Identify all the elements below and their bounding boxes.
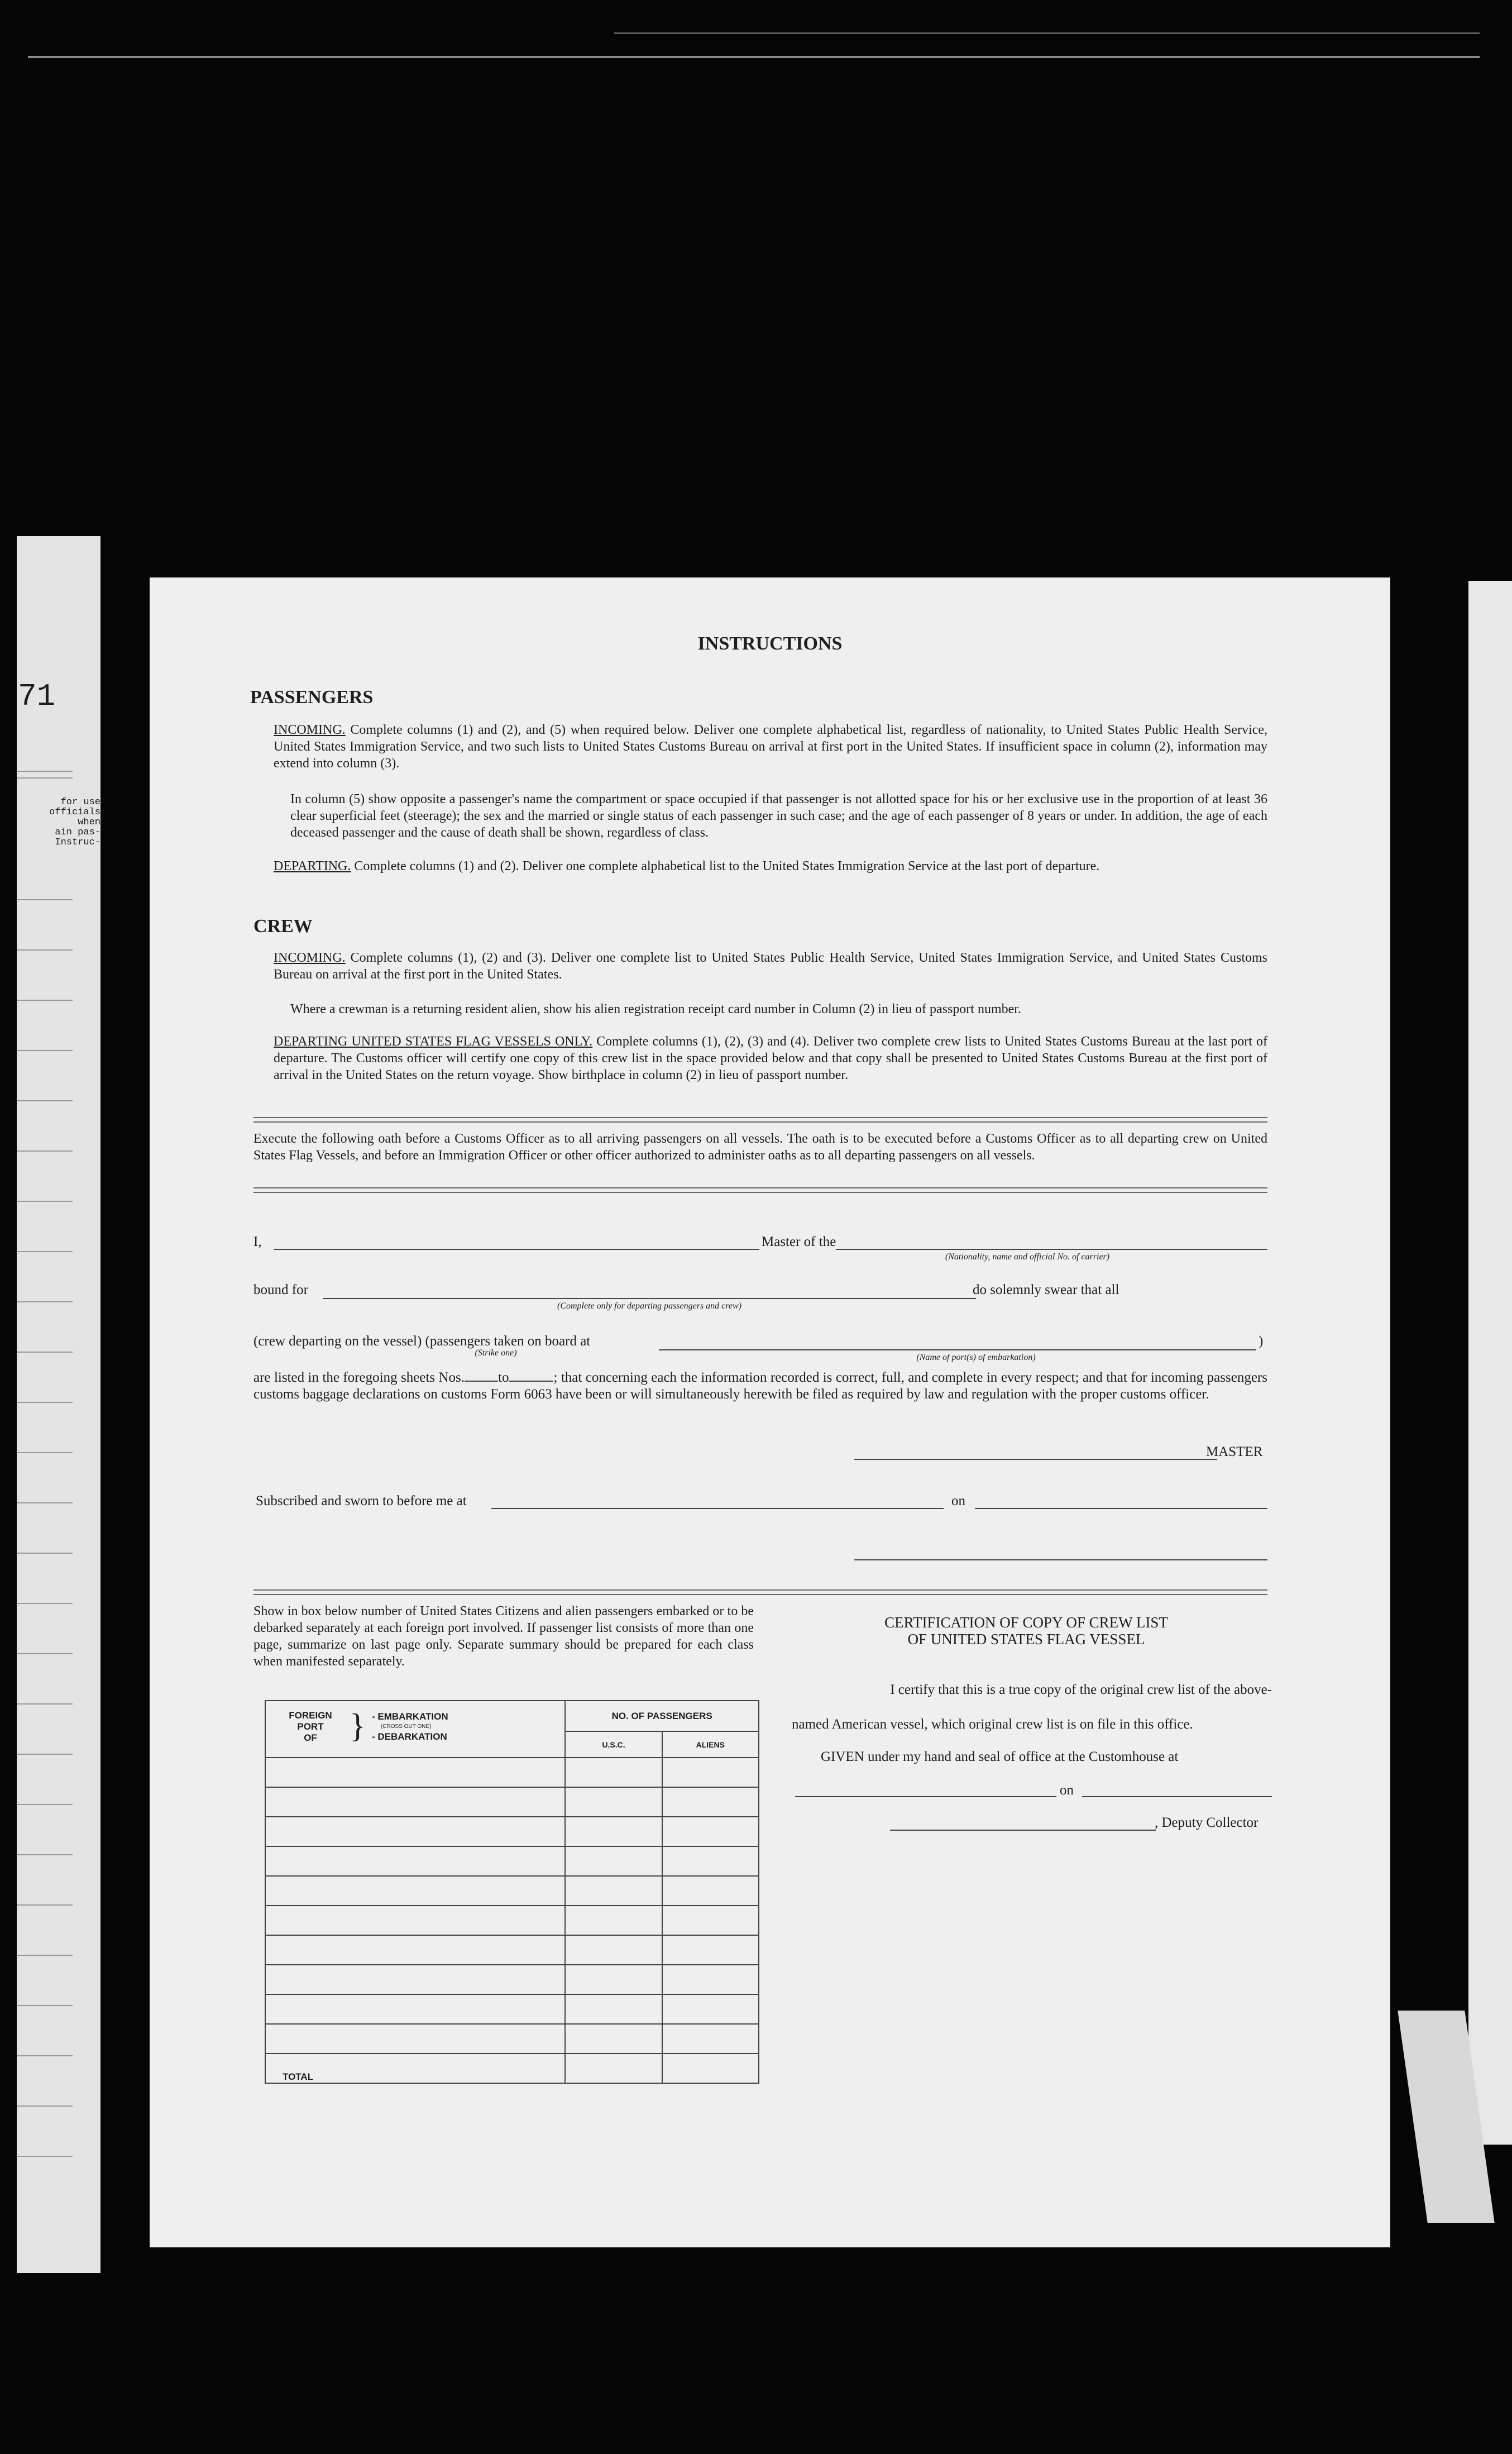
port-header-cell [265, 1701, 565, 1758]
port-cell[interactable] [265, 1846, 565, 1876]
oath-instructions: Execute the following oath before a Customs Officer as to all arriving passengers on all vessels. The oath is to be executed before a Customs Officer as to all departing crew on United States Flag Vessels, and before an Immigration Officer or other officer authorized to administer oaths as to all departing passengers on all vessels. [253, 1131, 1267, 1163]
usc-header: U.S.C. [565, 1731, 662, 1758]
listed-paragraph [253, 1369, 1267, 1403]
port-cell[interactable] [265, 1994, 565, 2024]
aliens-cell[interactable] [662, 2024, 759, 2054]
sheet-from-field[interactable] [465, 1381, 498, 1382]
aliens-cell[interactable] [662, 1965, 759, 1994]
adjacent-page-right [1468, 581, 1512, 2145]
subscribed-text: Subscribed and sworn to before me at [256, 1493, 467, 1508]
double-rule [253, 1589, 1267, 1595]
listed-text-b: ; that concerning each the information recorded is correct, full, and complete in every respect; and that for incoming passengers customs baggage declarations on customs Form 6063 have been or will simultaneously herewith be filed as required by law and regulation with the proper customs officer. [253, 1370, 1267, 1402]
page-title: INSTRUCTIONS [697, 633, 843, 654]
port-cell[interactable] [265, 1758, 565, 1787]
rule [17, 777, 73, 779]
total-row [265, 2054, 759, 2083]
port-cell[interactable] [265, 1965, 565, 1994]
port-cell[interactable] [265, 1787, 565, 1817]
usc-cell[interactable] [565, 2024, 662, 2054]
on-label: on [951, 1493, 965, 1508]
master-of-the: Master of the [759, 1234, 836, 1250]
table-row [265, 1994, 759, 2024]
incoming-label: INCOMING. [274, 951, 346, 965]
departing-text: Complete columns (1) and (2). Deliver one complete alphabetical list to the United States Immigration Service at the last port of departure. [354, 859, 1100, 873]
summary-instructions: Show in box below number of United States Citizens and alien passengers embarked or to be debarked separately at each foreign port involved. If passenger list consists of more than one page, summarize on last page only. Separate summary should be prepared for each class when manifested separately. [253, 1604, 754, 1669]
sworn-date-line[interactable] [975, 1508, 1267, 1509]
aliens-cell[interactable] [662, 1876, 759, 1906]
port-cell[interactable] [265, 1935, 565, 1965]
table-row [265, 1906, 759, 1935]
incoming-text: Complete columns (1), (2) and (3). Deliver one complete list to United States Public Health Service, United States Immigration Service, and United States Customs Bureau on arrival at the first port in the United States. [274, 951, 1268, 982]
solemnly-swear: do solemnly swear that all [973, 1282, 1119, 1297]
page-number: 71 [18, 679, 56, 714]
double-rule [253, 1187, 1267, 1193]
embarkation-label: - EMBARKATION [372, 1711, 448, 1722]
crewman-paragraph: Where a crewman is a returning resident alien, show his alien registration receipt card number in Column (2) in lieu of passport number. [290, 1002, 1021, 1016]
cross-out-label: (CROSS OUT ONE) [381, 1723, 432, 1730]
crew-incoming [274, 949, 1267, 983]
given-line: GIVEN under my hand and seal of office at the Customhouse at [821, 1749, 1179, 1764]
aliens-cell[interactable] [662, 1758, 759, 1787]
table-row [265, 1817, 759, 1846]
deputy-collector-label: , Deputy Collector [1155, 1815, 1259, 1830]
departing-label: DEPARTING. [274, 859, 351, 873]
usc-cell[interactable] [565, 1758, 662, 1787]
cert-date-line[interactable] [1082, 1796, 1272, 1797]
table-row [265, 1758, 759, 1787]
aliens-cell[interactable] [662, 1787, 759, 1817]
deputy-signature-line[interactable] [890, 1830, 1156, 1831]
crew-departing [274, 1033, 1267, 1083]
aliens-cell[interactable] [662, 1994, 759, 2024]
total-label: TOTAL [265, 2054, 565, 2083]
brace: } [350, 1707, 366, 1744]
aliens-header: ALIENS [662, 1731, 759, 1758]
usc-cell[interactable] [565, 1787, 662, 1817]
crew-departing-text: (crew departing on the vessel) (passengers taken on board at [253, 1334, 591, 1349]
table-row [265, 1846, 759, 1876]
certification-title-line2: OF UNITED STATES FLAG VESSEL [907, 1631, 1145, 1648]
port-cell[interactable] [265, 1876, 565, 1906]
bound-for: bound for [253, 1282, 308, 1297]
ports-caption: (Name of port(s) of embarkation) [916, 1353, 1036, 1362]
film-edge-line [28, 56, 1480, 58]
aliens-cell[interactable] [662, 1906, 759, 1935]
sheet-to-field[interactable] [509, 1381, 553, 1382]
rule [17, 771, 73, 772]
usc-cell[interactable] [565, 1846, 662, 1876]
adjacent-page-left [17, 536, 101, 2273]
usc-cell[interactable] [565, 1965, 662, 1994]
passengers-departing [274, 858, 1267, 875]
port-cell[interactable] [265, 1817, 565, 1846]
table-row [265, 1965, 759, 1994]
no-passengers-header: NO. OF PASSENGERS [565, 1701, 759, 1731]
carrier-line[interactable] [854, 1249, 1267, 1250]
port-cell[interactable] [265, 1906, 565, 1935]
certify-line-b: named American vessel, which original crew list is on file in this office. [792, 1717, 1193, 1732]
to-label: to [498, 1370, 509, 1385]
column5-paragraph: In column (5) show opposite a passenger's name the compartment or space occupied if that passenger is not allotted space for his or her exclusive use in the proportion of at least 36 clear superficial feet (steerage); the sex and the married or single status of each passenger in such case; and the age of each passenger of 8 years or under. In addition, the age of each deceased passenger and the cause of death shall be shown, regardless of class. [290, 792, 1267, 840]
passenger-summary-table [265, 1700, 759, 2084]
embarkation-port-line[interactable] [659, 1349, 1256, 1350]
certification-title-line1: CERTIFICATION OF COPY OF CREW LIST [884, 1614, 1168, 1631]
table-row [265, 2024, 759, 2054]
table-row [265, 1876, 759, 1906]
customhouse-line[interactable] [795, 1796, 1056, 1797]
usc-cell[interactable] [565, 1817, 662, 1846]
bound-for-line[interactable] [323, 1298, 976, 1299]
complete-caption: (Complete only for departing passengers and crew) [557, 1301, 742, 1311]
aliens-cell[interactable] [662, 1846, 759, 1876]
close-paren: ) [1259, 1334, 1264, 1349]
crew-heading: CREW [253, 916, 313, 937]
strike-caption: (Strike one) [475, 1348, 517, 1358]
usc-cell[interactable] [565, 1876, 662, 1906]
departing-text: Complete columns (1), (2), (3) and (4). Deliver two complete crew lists to United States Customs Bureau at the last port of departure. The Customs officer will certify one copy of this crew list in the space provided below and that copy shall be presented to United States Customs Bureau at the first port of arrival in the United States on the return voyage. Show birthplace in column (2) in lieu of passport number. [274, 1034, 1268, 1082]
incoming-text: Complete columns (1) and (2), and (5) when required below. Deliver one complete alphabetical list, regardless of nationality, to United States Public Health Service, United States Immigration Service, and two such lists to United States Customs Bureau on arrival at first port in the United States. If insufficient space in column (2), information may extend into column (3). [274, 723, 1268, 771]
usc-cell[interactable] [565, 1994, 662, 2024]
usc-total-cell[interactable] [565, 2054, 662, 2083]
form-sheet [150, 577, 1390, 2247]
passengers-incoming [274, 722, 1267, 772]
double-rule [253, 1117, 1267, 1123]
film-edge-line [614, 32, 1480, 34]
table-row [265, 1935, 759, 1965]
aliens-cell[interactable] [662, 1935, 759, 1965]
master-signature-line[interactable] [854, 1459, 1217, 1460]
certify-line-a: I certify that this is a true copy of the original crew list of the above- [890, 1682, 1272, 1697]
officer-signature-line[interactable] [854, 1559, 1267, 1560]
departing-label: DEPARTING UNITED STATES FLAG VESSELS ONLY. [274, 1034, 593, 1049]
aliens-cell[interactable] [662, 1817, 759, 1846]
foreign-port-label: FOREIGN PORT OF [289, 1710, 332, 1743]
usc-cell[interactable] [565, 1935, 662, 1965]
listed-text-a: are listed in the foregoing sheets Nos. [253, 1370, 465, 1385]
table-row [265, 1787, 759, 1817]
aliens-total-cell[interactable] [662, 2054, 759, 2083]
sworn-at-line[interactable] [491, 1508, 944, 1509]
certification-title [781, 1614, 1272, 1648]
incoming-label: INCOMING. [274, 723, 346, 737]
master-label: MASTER [1206, 1444, 1263, 1459]
port-cell[interactable] [265, 2024, 565, 2054]
debarkation-label: - DEBARKATION [372, 1731, 447, 1742]
usc-cell[interactable] [565, 1906, 662, 1935]
nationality-caption: (Nationality, name and official No. of carrier) [945, 1252, 1110, 1262]
oath-i: I, [253, 1234, 262, 1249]
margin-note: for use officials when ain pas- Instruc- [49, 797, 101, 848]
passengers-heading: PASSENGERS [250, 687, 374, 708]
cert-on-label: on [1060, 1783, 1074, 1798]
